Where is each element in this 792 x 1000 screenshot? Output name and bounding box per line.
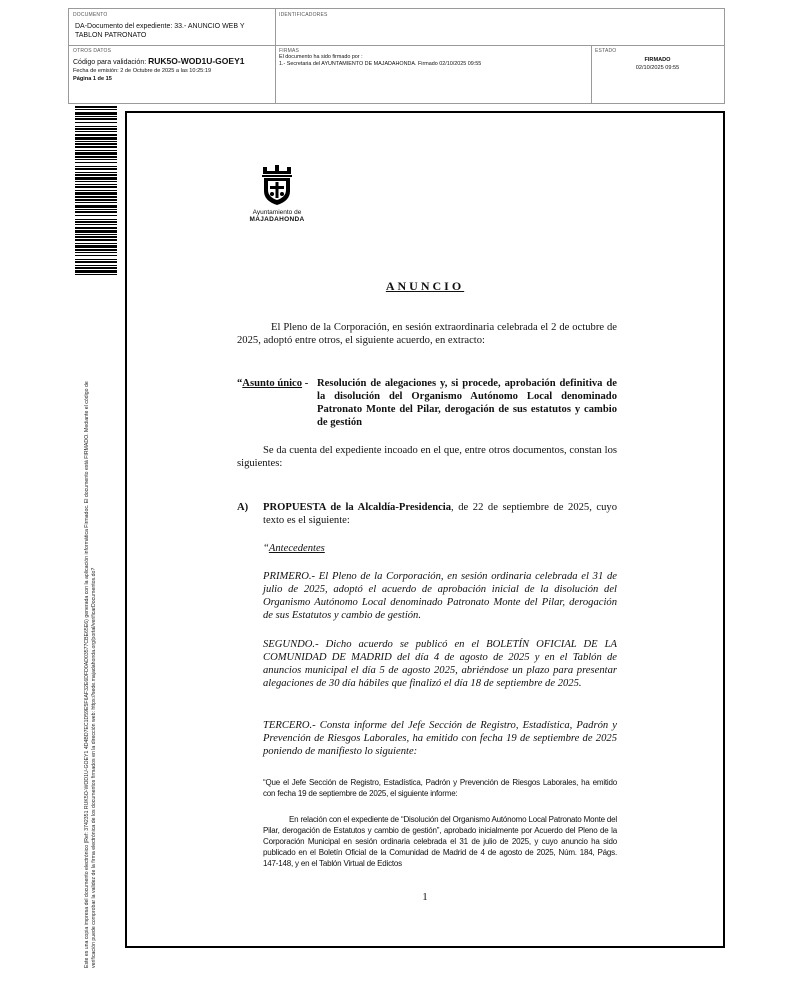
- pagina-indicator: Página 1 de 15: [73, 76, 112, 82]
- firmas-cell: [275, 45, 591, 103]
- side-text-line2: verificación puede comprobar la validez de la firma electrónica de los documentos firmados en la dirección web: https://sede.majadahonda.org/portal/verificarDocumentos.do?: [91, 567, 97, 968]
- estado-date: 02/10/2025 09:55: [635, 65, 680, 71]
- estado-label: ESTADO: [595, 48, 617, 54]
- asunto-quote: “: [237, 378, 243, 389]
- documento-value: DA-Documento del expediente: 33.- ANUNCIO WEB Y TABLON PATRONATO: [75, 23, 245, 39]
- segundo-paragraph: SEGUNDO.- Dicho acuerdo se publicó en el BOLETÍN OFICIAL DE LA COMUNIDAD DE MADRID del día 4 de agosto de 2025 y en el Tablón de anuncios municipal el día 5 de agosto 2025, abriéndose un plazo para presentar alegaciones de 30 día hábiles que finalizó el día 18 de septiembre de 2025.: [263, 639, 617, 689]
- codigo-validacion: Código para validación: RUK5O-WOD1U-GOEY1: [73, 56, 245, 66]
- firmas-line2: 1.- Secretaria del AYUNTAMIENTO DE MAJADAHONDA. Firmado 02/10/2025 09:55: [279, 61, 482, 67]
- document-header: [68, 8, 725, 104]
- asunto-dash: -: [302, 378, 309, 389]
- coat-of-arms-icon: [260, 165, 294, 205]
- a-bold: PROPUESTA de la Alcaldía-Presidencia: [263, 502, 452, 513]
- side-verification-text: [84, 298, 98, 968]
- a-label: A): [237, 502, 249, 513]
- otros-datos-label: OTROS DATOS: [73, 48, 112, 54]
- intro-paragraph: El Pleno de la Corporación, en sesión extraordinaria celebrada el 2 de octubre de 2025, adoptó entre otros, el siguiente acuerdo, en extracto:: [237, 322, 617, 346]
- page-title: ANUNCIO: [385, 279, 465, 293]
- barcode-graphic: [75, 106, 117, 276]
- estado-value: FIRMADO: [644, 57, 671, 63]
- logo-line2: MAJADAHONDA: [249, 216, 305, 223]
- identificadores-cell: [275, 9, 724, 45]
- quote-paragraph-2: En relación con el expediente de “Disolución del Organismo Autónomo Local Patronato Monte del Pilar, derogación de Estatutos y cambio de gestión”, aprobado inicialmente por Acuerdo del Pleno de la Corporación Municipal en sesión ordinaria celebrada el 31 de julio de 2025, y cuyo anuncio ha sido publicado en el Boletín Oficial de la Comunidad de Madrid de 4 de agosto de 2025, Núm. 184, Págs. 147-148, y en el Tablón Virtual de Edictos: [263, 815, 617, 868]
- antecedentes-heading: [263, 542, 617, 555]
- municipality-logo: [237, 165, 317, 223]
- fecha-emision: Fecha de emisión: 2 de Octubre de 2025 a las 10:25:19: [73, 68, 212, 74]
- otros-datos-cell: [69, 45, 275, 103]
- documento-cell: [69, 9, 275, 45]
- a-paragraph: [263, 501, 617, 527]
- asunto-text: Resolución de alegaciones y, si procede, aprobación definitiva de la disolución del Organismo Autónomo Local denominado Patronato Monte del Pilar, derogación de sus estatutos y cambio de gestión: [317, 378, 617, 428]
- documento-label: DOCUMENTO: [73, 12, 108, 18]
- document-page: [125, 111, 725, 948]
- side-text-line1: Este es una copia impresa del documento electrónico (Ref: 3742351 RUK5O-WOD1U-GOEY1 4D4BD7EC1D59E5F6AF32E6DFD0AD03577CBE65E6) generada con la aplicación informática Firmadoc. El documento está FIRMADO. Mediante el código de: [84, 381, 90, 968]
- antecedentes-label: Antecedentes: [268, 543, 325, 554]
- antecedentes-quote: “: [263, 543, 269, 554]
- identificadores-label: IDENTIFICADORES: [279, 12, 328, 18]
- primero-paragraph: PRIMERO.- El Pleno de la Corporación, en sesión ordinaria celebrada el 31 de julio de 2025, adoptó el acuerdo de aprobación inicial de la disolución del Organismo Autónomo Local denominado Patronato Monte del Pilar, derogación de sus Estatutos y cambio de gestión.: [263, 571, 617, 621]
- logo-line1: Ayuntamiento de: [252, 209, 302, 216]
- firmas-label: FIRMAS: [279, 48, 300, 54]
- codigo-value[interactable]: RUK5O-WOD1U-GOEY1: [148, 56, 245, 66]
- cuenta-paragraph: Se da cuenta del expediente incoado en el que, entre otros documentos, constan los siguientes:: [237, 445, 617, 469]
- a-rest: , de 22 de septiembre de 2025, cuyo texto es el siguiente:: [263, 502, 617, 526]
- estado-cell: [591, 45, 724, 103]
- firmas-line1: El documento ha sido firmado por :: [279, 54, 363, 60]
- asunto-label: Asunto único: [242, 378, 303, 389]
- tercero-paragraph: TERCERO.- Consta informe del Jefe Sección de Registro, Estadística, Padrón y Prevención de Riesgos Laborales, ha emitido con fecha 19 de septiembre de 2025 poniendo de manifiesto lo siguiente:: [263, 720, 617, 757]
- page-number: 1: [422, 891, 428, 903]
- quote-paragraph-1: “Que el Jefe Sección de Registro, Estadística, Padrón y Prevención de Riesgos Laborales, ha emitido con fecha 19 de septiembre de 2025, el siguiente informe:: [263, 778, 617, 798]
